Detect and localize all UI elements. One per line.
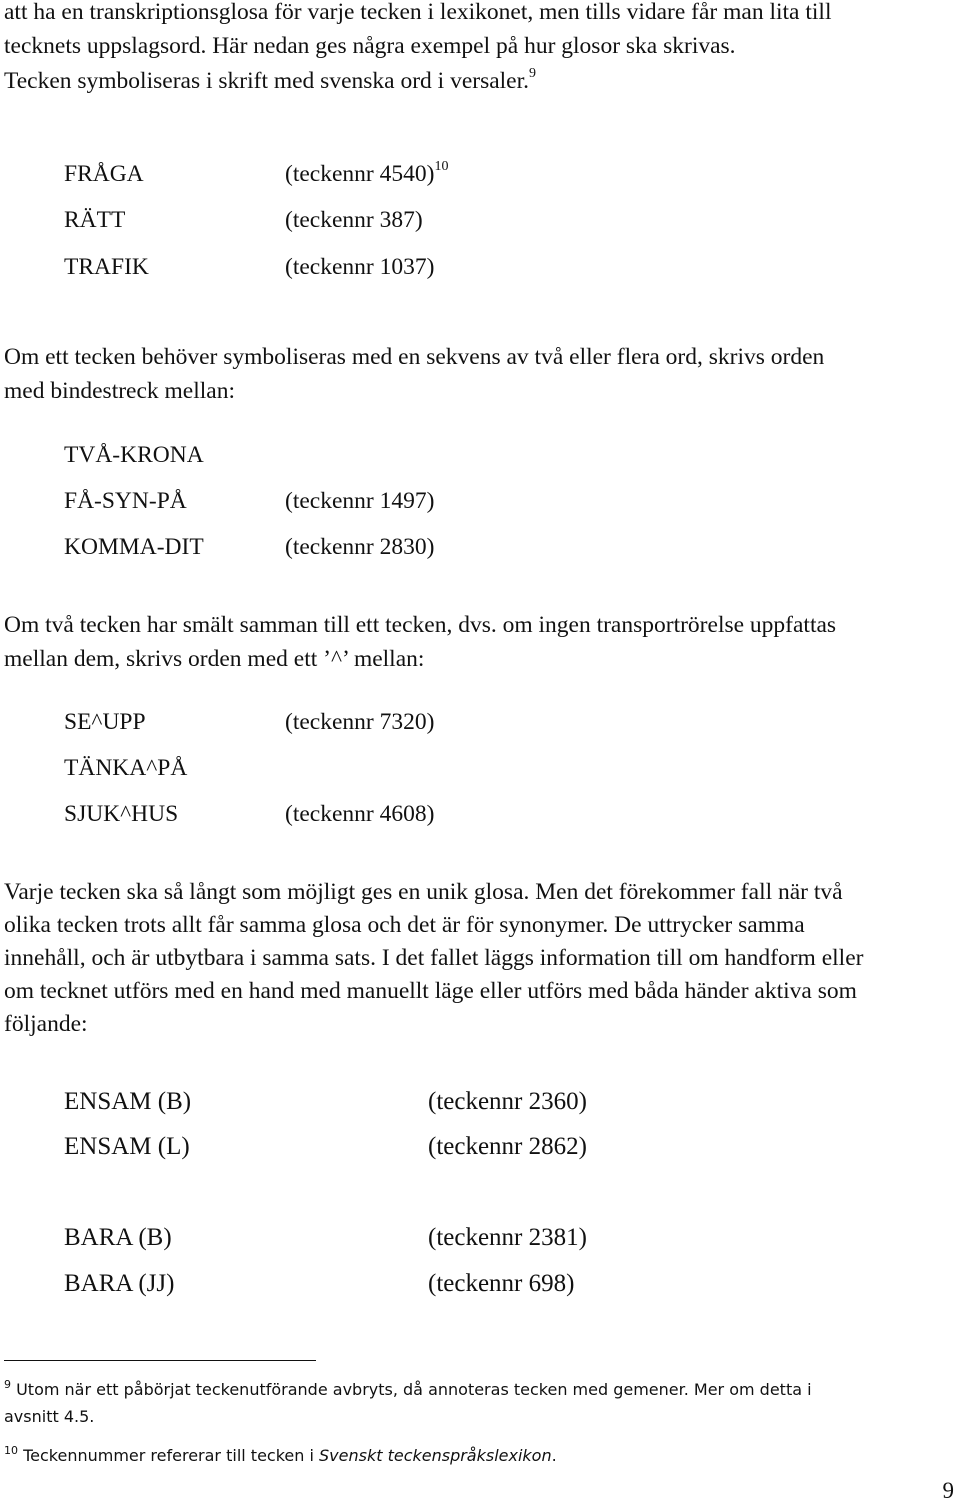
paragraph-line: olika tecken trots allt får samma glosa och det är för synonymer. De uttrycker samma: [4, 912, 805, 938]
footnote-italic-title: Svenskt teckenspråkslexikon: [319, 1446, 552, 1465]
gloss-term: SE^UPP: [64, 709, 146, 735]
footnote-text: Utom när ett påbörjat teckenutförande avbryts, då annoteras tecken med gemener. Mer om detta i: [16, 1380, 812, 1399]
footnote-text: Teckennummer refererar till tecken i: [23, 1446, 319, 1465]
gloss-term: BARA (B): [64, 1224, 172, 1251]
sign-number: (teckennr 2381): [428, 1224, 587, 1251]
sign-number: (teckennr 2830): [285, 534, 435, 560]
footnote-text-end: .: [551, 1446, 557, 1465]
paragraph-line: Om två tecken har smält samman till ett tecken, dvs. om ingen transportrörelse uppfattas: [4, 612, 837, 638]
sign-number: (teckennr 1497): [285, 488, 435, 514]
page-number: 9: [942, 1478, 954, 1503]
paragraph-line: om tecknet utförs med en hand med manuellt läge eller utförs med båda händer aktiva som: [4, 978, 857, 1004]
sign-number: (teckennr 698): [428, 1270, 575, 1297]
gloss-term: TVÅ-KRONA: [64, 442, 204, 468]
gloss-term: ENSAM (B): [64, 1088, 192, 1115]
sign-number: (teckennr 2360): [428, 1088, 587, 1115]
paragraph-line: [4, 65, 536, 98]
sign-number: (teckennr 7320): [285, 709, 435, 735]
footnote-10: [4, 1442, 557, 1470]
footnote-mark: 10: [4, 1444, 18, 1457]
footnote-ref: 10: [434, 159, 449, 174]
paragraph-line: tecknets uppslagsord. Här nedan ges några exempel på hur glosor ska skrivas.: [4, 33, 736, 59]
gloss-term: KOMMA-DIT: [64, 534, 204, 560]
sign-number: (teckennr 2862): [428, 1133, 587, 1160]
gloss-term: SJUK^HUS: [64, 801, 179, 827]
sign-number: (teckennr 4608): [285, 801, 435, 827]
gloss-term: ENSAM (L): [64, 1133, 190, 1160]
paragraph-text: Tecken symboliseras i skrift med svenska ord i versaler.: [4, 68, 530, 94]
paragraph-line: innehåll, och är utbytbara i samma sats. I det fallet läggs information till om handform eller: [4, 945, 864, 971]
gloss-term: TÄNKA^PÅ: [64, 755, 188, 781]
sign-number: [285, 159, 448, 189]
paragraph-line: mellan dem, skrivs orden med ett ’^’ mellan:: [4, 646, 425, 672]
gloss-term: RÄTT: [64, 207, 126, 233]
paragraph-line: Om ett tecken behöver symboliseras med en sekvens av två eller flera ord, skrivs orden: [4, 344, 825, 370]
paragraph-line: följande:: [4, 1011, 88, 1037]
footnote-9: [4, 1376, 812, 1404]
paragraph-line: att ha en transkriptionsglosa för varje tecken i lexikonet, men tills vidare får man lita till: [4, 0, 832, 25]
footnote-ref: 9: [529, 66, 537, 81]
gloss-term: TRAFIK: [64, 254, 149, 280]
gloss-term: BARA (JJ): [64, 1270, 175, 1297]
gloss-term: FRÅGA: [64, 161, 144, 187]
footnote-mark: 9: [4, 1378, 11, 1391]
footnote-9-continued: avsnitt 4.5.: [4, 1407, 95, 1426]
paragraph-line: Varje tecken ska så långt som möjligt ges en unik glosa. Men det förekommer fall när två: [4, 879, 843, 905]
sign-number-text: (teckennr 4540): [285, 161, 435, 187]
paragraph-line: med bindestreck mellan:: [4, 378, 236, 404]
sign-number: (teckennr 1037): [285, 254, 435, 280]
gloss-term: FÅ-SYN-PÅ: [64, 488, 187, 514]
sign-number: (teckennr 387): [285, 207, 423, 233]
footnote-separator: [4, 1360, 316, 1361]
